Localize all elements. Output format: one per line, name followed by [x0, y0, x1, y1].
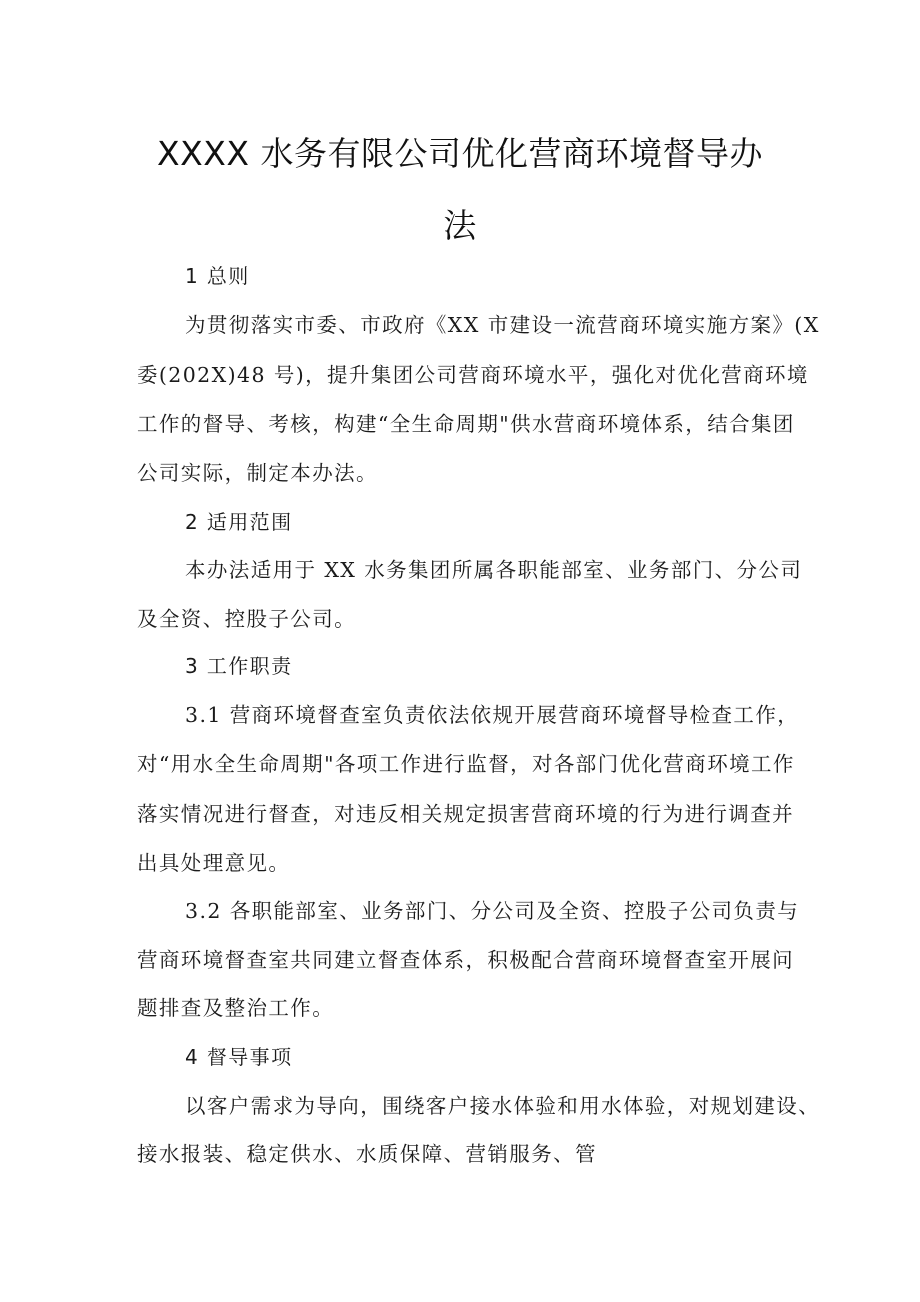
paragraph-line: 本办法适用于 XX 水务集团所属各职能部室、业务部门、分公司 — [185, 558, 803, 582]
paragraph-line: 落实情况进行督查，对违反相关规定损害营商环境的行为进行调查并 — [137, 802, 794, 826]
paragraph-line: 工作的督导、考核，构建“全生命周期"供水营商环境体系，结合集团 — [137, 412, 795, 436]
paragraph-line: 题排查及整治工作。 — [137, 996, 335, 1020]
paragraph-line: 对“用水全生命周期"各项工作进行监督，对各部门优化营商环境工作 — [137, 752, 795, 776]
section-heading-duties: 3 工作职责 — [185, 654, 293, 678]
paragraph-line: 以客户需求为导向，围绕客户接水体验和用水体验，对规划建设、 — [185, 1094, 821, 1118]
section-heading-general: 1 总则 — [185, 264, 250, 288]
paragraph-line: 3.2 各职能部室、业务部门、分公司及全资、控股子公司负责与 — [185, 899, 800, 923]
paragraph-line: 委(202X)48 号)，提升集团公司营商环境水平，强化对优化营商环境 — [137, 363, 809, 387]
paragraph-line: 出具处理意见。 — [137, 851, 291, 875]
paragraph-line: 营商环境督查室共同建立督查体系，积极配合营商环境督查室开展问 — [137, 948, 794, 972]
section-heading-scope: 2 适用范围 — [185, 510, 293, 534]
paragraph-line: 为贯彻落实市委、市政府《XX 市建设一流营商环境实施方案》(X — [185, 313, 820, 337]
paragraph-line: 3.1 营商环境督查室负责依法依规开展营商环境督导检查工作， — [185, 703, 800, 727]
document-title-line-1: XXXX 水务有限公司优化营商环境督导办 — [157, 134, 763, 173]
paragraph-line: 及全资、控股子公司。 — [137, 607, 356, 631]
document-title-line-2: 法 — [443, 206, 477, 245]
paragraph-line: 公司实际，制定本办法。 — [137, 461, 378, 485]
paragraph-line: 接水报装、稳定供水、水质保障、营销服务、管 — [137, 1142, 597, 1166]
section-heading-supervision: 4 督导事项 — [185, 1045, 293, 1069]
